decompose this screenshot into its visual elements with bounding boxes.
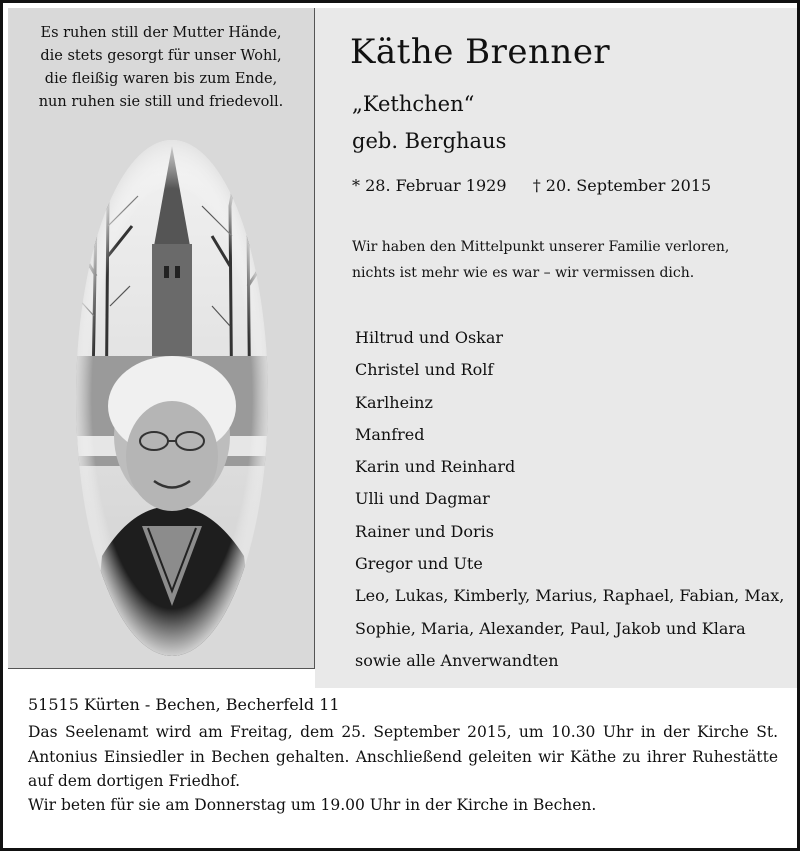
- family-line: Leo, Lukas, Kimberly, Marius, Raphael, Fabian, Max,: [355, 586, 785, 606]
- family-line: Sophie, Maria, Alexander, Paul, Jakob und Klara: [355, 618, 746, 638]
- address: 51515 Kürten - Bechen, Becherfeld 11: [28, 695, 340, 714]
- service-text: Das Seelenamt wird am Freitag, dem 25. September 2015, um 10.30 Uhr in der Kirche St. Antonius Einsiedler in Bechen gehalten. Anschließend geleiten wir Käthe zu ihrer Ruhestätte auf dem dortigen Friedhof.: [28, 723, 778, 790]
- family-line: sowie alle Anverwandten: [355, 650, 559, 670]
- statement-line-1: Wir haben den Mittelpunkt unserer Familie verloren,: [352, 239, 730, 255]
- life-dates: [352, 176, 711, 195]
- deceased-name: Käthe Brenner: [350, 32, 611, 72]
- family-line: Karin und Reinhard: [355, 457, 516, 477]
- deceased-nickname: „Kethchen“: [352, 92, 475, 116]
- family-line: Christel und Rolf: [355, 360, 494, 380]
- poem-line-4: nun ruhen sie still und friedevoll.: [38, 94, 284, 110]
- birth-date: * 28. Februar 1929: [352, 176, 507, 195]
- statement-line-2: nichts ist mehr wie es war – wir vermissen dich.: [352, 265, 695, 281]
- poem: [8, 22, 314, 114]
- right-panel: [315, 8, 797, 688]
- family-list: [355, 322, 784, 677]
- deceased-birth-name: geb. Berghaus: [352, 129, 507, 153]
- portrait-photo: [72, 136, 272, 661]
- family-line: Karlheinz: [355, 392, 433, 412]
- left-panel: [8, 8, 315, 669]
- death-date: † 20. September 2015: [532, 176, 712, 195]
- family-line: Rainer und Doris: [355, 521, 494, 541]
- family-line: Manfred: [355, 424, 425, 444]
- poem-line-3: die fleißig waren bis zum Ende,: [44, 71, 278, 87]
- prayer-text: Wir beten für sie am Donnerstag um 19.00 Uhr in der Kirche in Bechen.: [28, 796, 597, 815]
- family-line: Hiltrud und Oskar: [355, 328, 504, 347]
- poem-line-1: Es ruhen still der Mutter Hände,: [40, 25, 282, 41]
- mourning-statement: [352, 234, 729, 286]
- family-line: Gregor und Ute: [355, 554, 483, 574]
- poem-line-2: die stets gesorgt für unser Wohl,: [40, 48, 282, 64]
- family-line: Ulli und Dagmar: [355, 489, 490, 509]
- service-information: [28, 693, 778, 817]
